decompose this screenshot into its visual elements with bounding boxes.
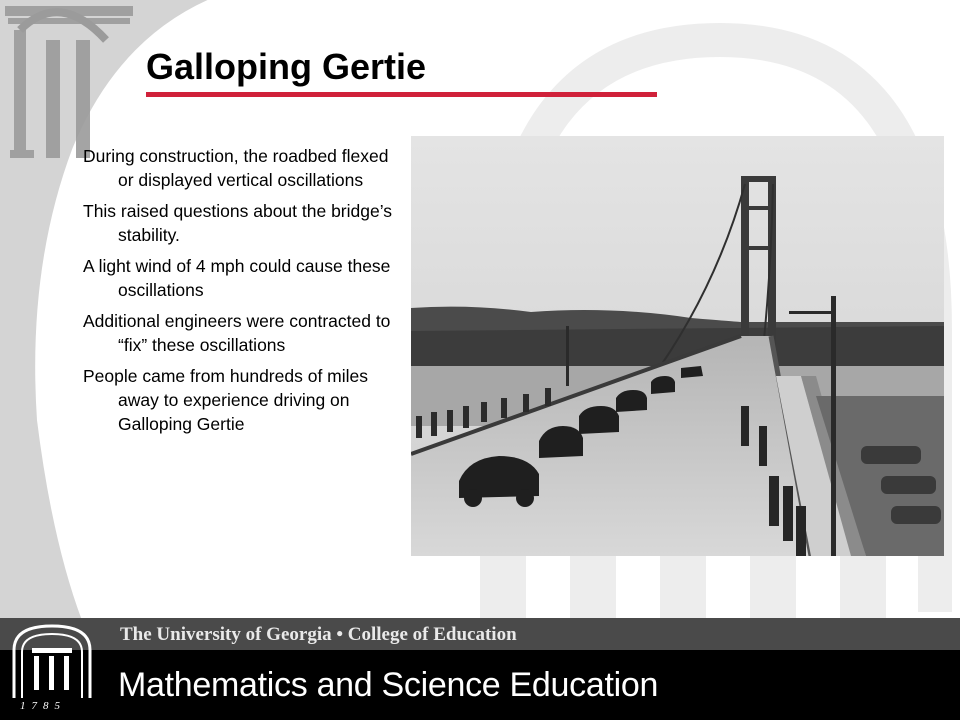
bullet-item: A light wind of 4 mph could cause these oscillations [83,256,391,300]
bullet-list [83,144,393,443]
arch-logo-icon [6,620,98,700]
department-name: Mathematics and Science Education [118,666,659,704]
institution-name: The University of Georgia • College of Education [120,624,517,645]
bullet-item: This raised questions about the bridge’s stability. [83,201,393,245]
founding-year: 1785 [20,700,66,712]
title-underline [146,92,657,97]
bullet-item: People came from hundreds of miles away to experience driving on Galloping Gertie [83,366,368,434]
bullet-item: During construction, the roadbed flexed or displayed vertical oscillations [83,146,389,190]
bridge-photo [411,136,944,556]
bullet-item: Additional engineers were contracted to “fix” these oscillations [83,311,391,355]
slide-title: Galloping Gertie [146,46,427,87]
